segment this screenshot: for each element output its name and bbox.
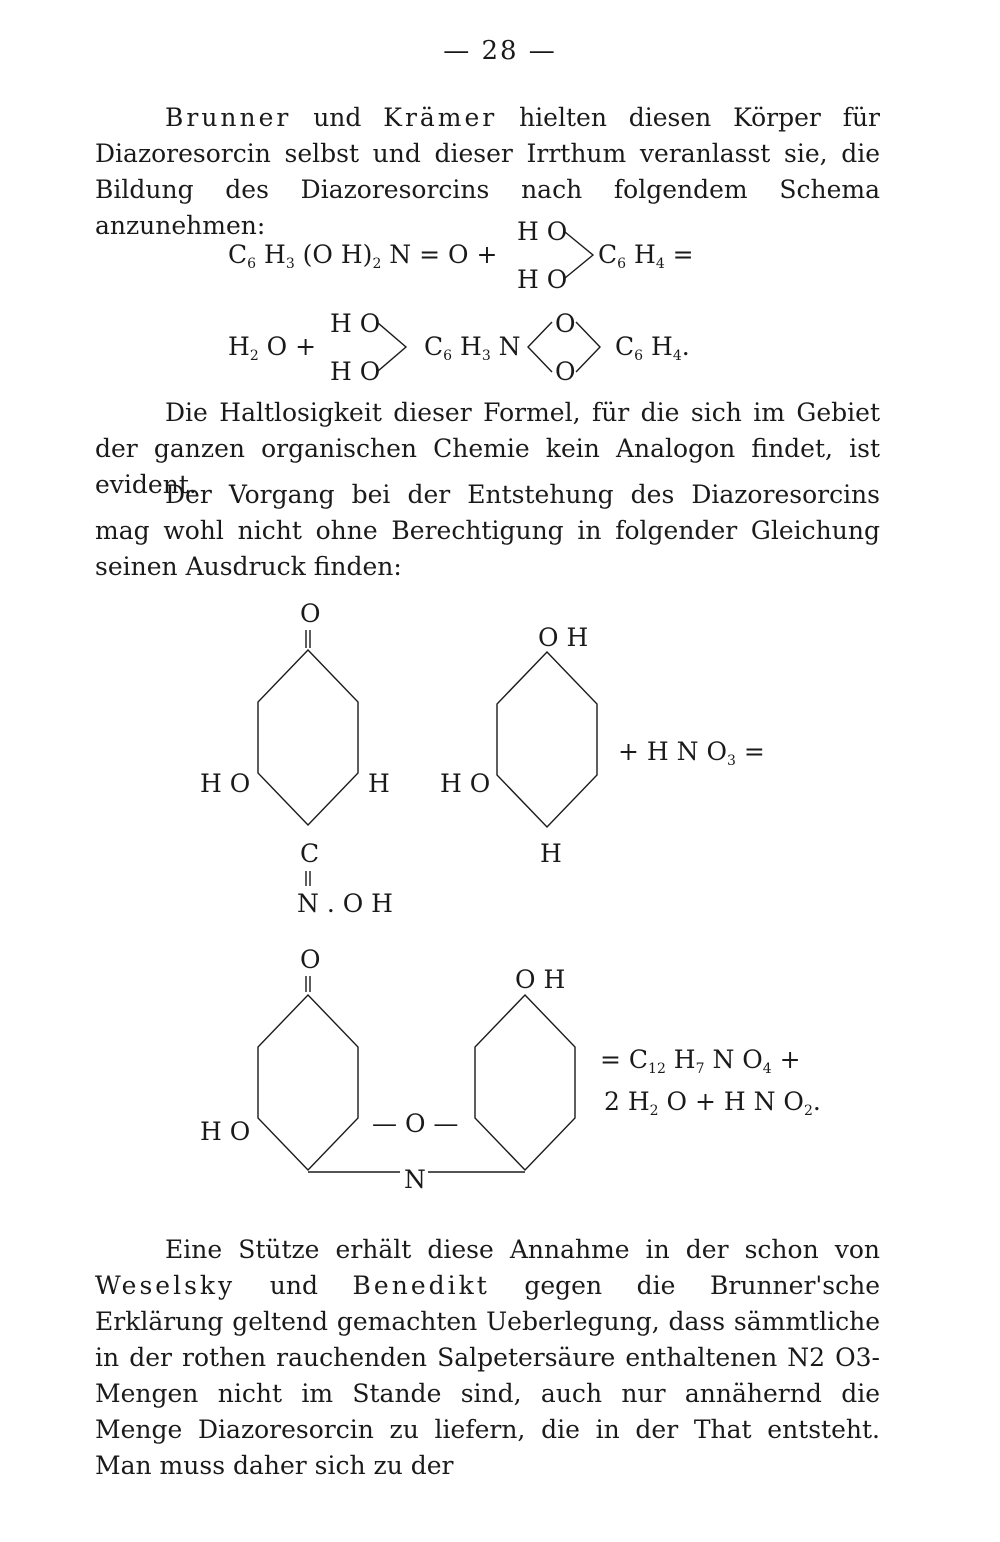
- eq2-bracket-o-left: [528, 322, 552, 372]
- page-number: — 28 —: [443, 36, 557, 66]
- s4-ring: [475, 995, 575, 1170]
- s1-h-right: H: [368, 769, 390, 798]
- bridge-n: N: [404, 1165, 426, 1194]
- eq1-bracket: [565, 232, 593, 278]
- paragraph-3: Der Vorgang bei der Entstehung des Diazoresorcins mag wohl nicht ohne Berechtigung in folgender Gleichung seinen Ausdruck finden:: [95, 480, 880, 581]
- conjunction: und: [235, 1271, 353, 1300]
- s3-ho-left: H O: [200, 1117, 251, 1146]
- s2-ring: [497, 652, 597, 827]
- eq1-ho-top: H O: [517, 217, 568, 246]
- author-brunner: Brunner: [165, 103, 292, 132]
- s3-bridge-o: — O —: [372, 1109, 459, 1138]
- paragraph-2: Die Haltlosigkeit dieser Formel, für die sich im Gebiet der ganzen organischen Chemie kein Analogon findet, ist evident.: [95, 398, 880, 499]
- s4-oh-top: O H: [515, 965, 566, 994]
- eq2-bracket-left: [378, 323, 406, 371]
- eq2-ho-top: H O: [330, 309, 381, 338]
- s1-ring: [258, 650, 358, 825]
- s1-noh: N . O H: [297, 889, 393, 918]
- eq2-bracket-o-right: [576, 322, 600, 372]
- s2-oh-top: O H: [538, 623, 589, 652]
- result-line-1: = $C_{12}$ $H_7$ N $O_4$ +: [600, 1045, 801, 1077]
- s1-ho-left: H O: [200, 769, 251, 798]
- author-benedikt: Benedikt: [352, 1271, 490, 1300]
- eq1-ho-bottom: H O: [517, 265, 568, 294]
- s3-ring: [258, 995, 358, 1170]
- eq1-c6h4: $C_6$ $H_4$ =: [598, 240, 694, 272]
- eq2-c6h4: $C_6$ $H_4$.: [615, 332, 690, 364]
- equation-2: [0, 300, 1000, 390]
- result-line-2: 2 $H_2$ O + H N $O_2$.: [604, 1087, 821, 1119]
- eq2-o-bottom: O: [555, 357, 576, 386]
- s2-ho-left: H O: [440, 769, 491, 798]
- s1-c-bottom: C: [300, 839, 320, 868]
- author-weselsky: Weselsky: [95, 1271, 236, 1300]
- eq2-c6h3n: $C_6$ $H_3$ N: [424, 332, 521, 364]
- reaction-scheme: [0, 590, 1000, 1210]
- paragraph-4: [95, 1232, 880, 1484]
- s3-o-top: O: [300, 945, 321, 974]
- eq2-o-top: O: [555, 309, 576, 338]
- conjunction: und: [291, 103, 384, 132]
- paragraph-1-text: hielten diesen Körper für Diazoresorcin selbst und dieser Irrthum veranlasst sie, die Bildung des Diazoresorcins nach folgendem Schema anzunehmen:: [95, 103, 880, 240]
- eq1-lhs: $C_6$ $H_3$ (O $H)_2$ N = O +: [228, 240, 498, 272]
- paragraph-4-text: gegen die Brunner'sche Erklärung geltend gemachten Ueberlegung, dass sämmtliche in der rothen rauchenden Salpetersäure enthaltenen N2 O3-Mengen nicht im Stande sind, auch nur annähernd die Menge Diazoresorcin zu liefern, die in der That entsteht. Man muss daher sich zu der: [95, 1271, 880, 1480]
- author-kraemer: Krämer: [383, 103, 498, 132]
- s2-h-bottom: H: [540, 839, 562, 868]
- eq2-h2o-plus: $H_2$ O +: [228, 332, 317, 364]
- paragraph-4-start: Eine Stütze erhält diese Annahme in der schon von: [165, 1235, 880, 1264]
- s2-plus-hno3: + H N $O_3$ =: [618, 737, 765, 769]
- equation-1: [0, 210, 1000, 300]
- s1-o-top: O: [300, 599, 321, 628]
- eq2-ho-bottom: H O: [330, 357, 381, 386]
